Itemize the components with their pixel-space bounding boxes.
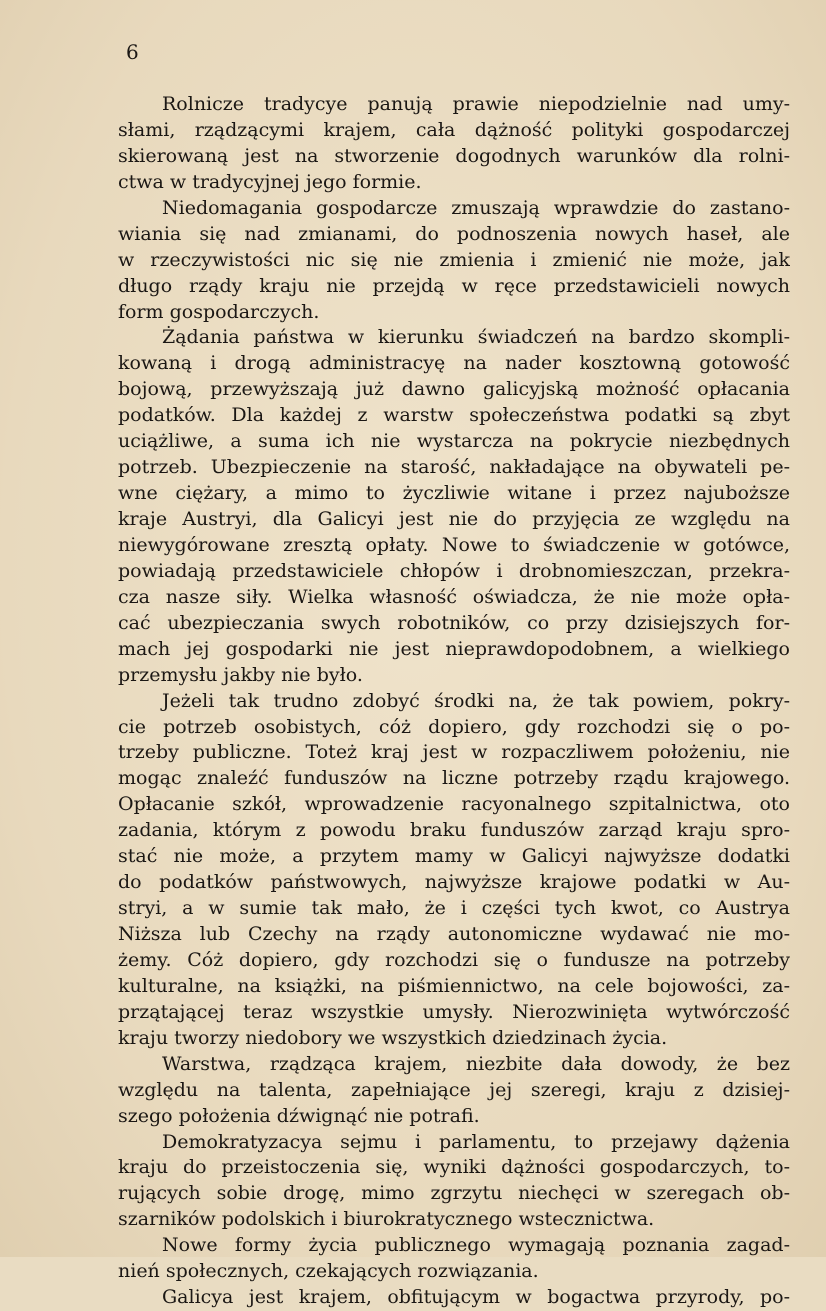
text-line: cie potrzeb osobistych, cóż dopiero, gdy rozchodzi się o po- bbox=[118, 715, 790, 738]
text-line: cza nasze siły. Wielka własność oświadcza, że nie może opła- bbox=[118, 585, 790, 608]
text-line: względu na talenta, zapełniające jej szeregi, kraju z dzisiej- bbox=[118, 1078, 790, 1101]
text-line: uciążliwe, a suma ich nie wystarcza na pokrycie niezbędnych bbox=[118, 430, 790, 453]
text-line: potrzeb. Ubezpieczenie na starość, nakładające na obywateli pe- bbox=[118, 456, 790, 479]
text-line: kraje Austryi, dla Galicyi jest nie do przyjęcia ze względu na bbox=[118, 508, 790, 530]
text-line: wne ciężary, a mimo to życzliwie witane i przez najuboższe bbox=[118, 482, 790, 505]
text-line: kraju do przeistoczenia się, wyniki dążności gospodarczych, to- bbox=[118, 1156, 790, 1179]
text-line: form gospodarczych. bbox=[118, 300, 320, 323]
text-line: kulturalne, na książki, na piśmiennictwo, na cele bojowości, za- bbox=[118, 974, 790, 997]
text-line: Galicya jest krajem, obfitującym w bogactwa przyrody, po- bbox=[162, 1286, 790, 1309]
text-line: długo rządy kraju nie przejdą w ręce przedstawicieli nowych bbox=[118, 274, 790, 297]
text-line: w rzeczywistości nic się nie zmienia i zmienić nie może, jak bbox=[118, 248, 790, 271]
text-line: słami, rządzącymi krajem, cała dążność polityki gospodarczej bbox=[118, 118, 790, 141]
text-line: szarników podolskich i biurokratycznego wstecznictwa. bbox=[118, 1208, 655, 1231]
text-line: Demokratyzacya sejmu i parlamentu, to przejawy dążenia bbox=[162, 1130, 790, 1153]
text-line: Rolnicze tradycye panują prawie niepodzielnie nad umy- bbox=[162, 93, 790, 115]
text-line: niewygórowane zresztą opłaty. Nowe to świadczenie w gotówce, bbox=[118, 533, 790, 556]
text-line: Niedomagania gospodarcze zmuszają wprawdzie do zastano- bbox=[162, 196, 790, 219]
text-line: rujących sobie drogę, mimo zgrzytu niechęci w szeregach ob- bbox=[118, 1182, 790, 1205]
text-line: kraju tworzy niedobory we wszystkich dziedzinach życia. bbox=[118, 1026, 668, 1049]
text-line: trzeby publiczne. Toteż kraj jest w rozpaczliwem położeniu, nie bbox=[118, 741, 790, 764]
text-line: zadania, którym z powodu braku funduszów zarząd kraju spro- bbox=[118, 819, 790, 842]
text-line: mogąc znaleźć funduszów na liczne potrzeby rządu krajowego. bbox=[118, 767, 790, 790]
page-number: 6 bbox=[126, 40, 139, 64]
text-line: przemysłu jakby nie było. bbox=[118, 663, 363, 686]
text-line: Warstwa, rządząca krajem, niezbite dała dowody, że bez bbox=[162, 1052, 790, 1075]
text-line: Niższa lub Czechy na rządy autonomiczne wydawać nie mo- bbox=[118, 923, 790, 945]
text-line: Nowe formy życia publicznego wymagają poznania zagad- bbox=[162, 1234, 790, 1257]
text-line: cać ubezpieczania swych robotników, co przy dzisiejszych for- bbox=[118, 611, 790, 634]
text-line: mach jej gospodarki nie jest nieprawdopodobnem, a wielkiego bbox=[118, 637, 790, 660]
text-line: Żądania państwa w kierunku świadczeń na bardzo skompli- bbox=[162, 326, 790, 349]
text-line: szego położenia dźwignąć nie potrafi. bbox=[118, 1104, 480, 1127]
text-line: wiania się nad zmianami, do podnoszenia nowych haseł, ale bbox=[118, 222, 790, 245]
text-line: stryi, a w sumie tak mało, że i części tych kwot, co Austrya bbox=[118, 897, 790, 920]
text-line: ctwa w tradycyjnej jego formie. bbox=[118, 170, 422, 193]
text-line: żemy. Cóż dopiero, gdy rozchodzi się o fundusze na potrzeby bbox=[118, 948, 790, 971]
body-text bbox=[118, 92, 790, 1311]
text-line: podatków. Dla każdej z warstw społeczeństwa podatki są zbyt bbox=[118, 404, 790, 427]
text-line: do podatków państwowych, najwyższe krajowe podatki w Au- bbox=[118, 871, 790, 894]
text-line: Opłacanie szkół, wprowadzenie racyonalnego szpitalnictwa, oto bbox=[118, 793, 790, 816]
text-line: Jeżeli tak trudno zdobyć środki na, że tak powiem, pokry- bbox=[162, 689, 790, 712]
text-line: kowaną i drogą administracyę na nader kosztowną gotowość bbox=[118, 352, 790, 375]
text-line: nień społecznych, czekających rozwiązania. bbox=[118, 1260, 539, 1283]
text-line: stać nie może, a przytem mamy w Galicyi najwyższe dodatki bbox=[118, 845, 790, 868]
text-line: skierowaną jest na stworzenie dogodnych warunków dla rolni- bbox=[118, 144, 790, 167]
text-line: bojową, przewyższają już dawno galicyjską możność opłacania bbox=[118, 378, 790, 401]
text-line: przątającej teraz wszystkie umysły. Nierozwinięta wytwórczość bbox=[118, 1000, 790, 1023]
text-line: powiadają przedstawiciele chłopów i drobnomieszczan, przekra- bbox=[118, 559, 790, 582]
